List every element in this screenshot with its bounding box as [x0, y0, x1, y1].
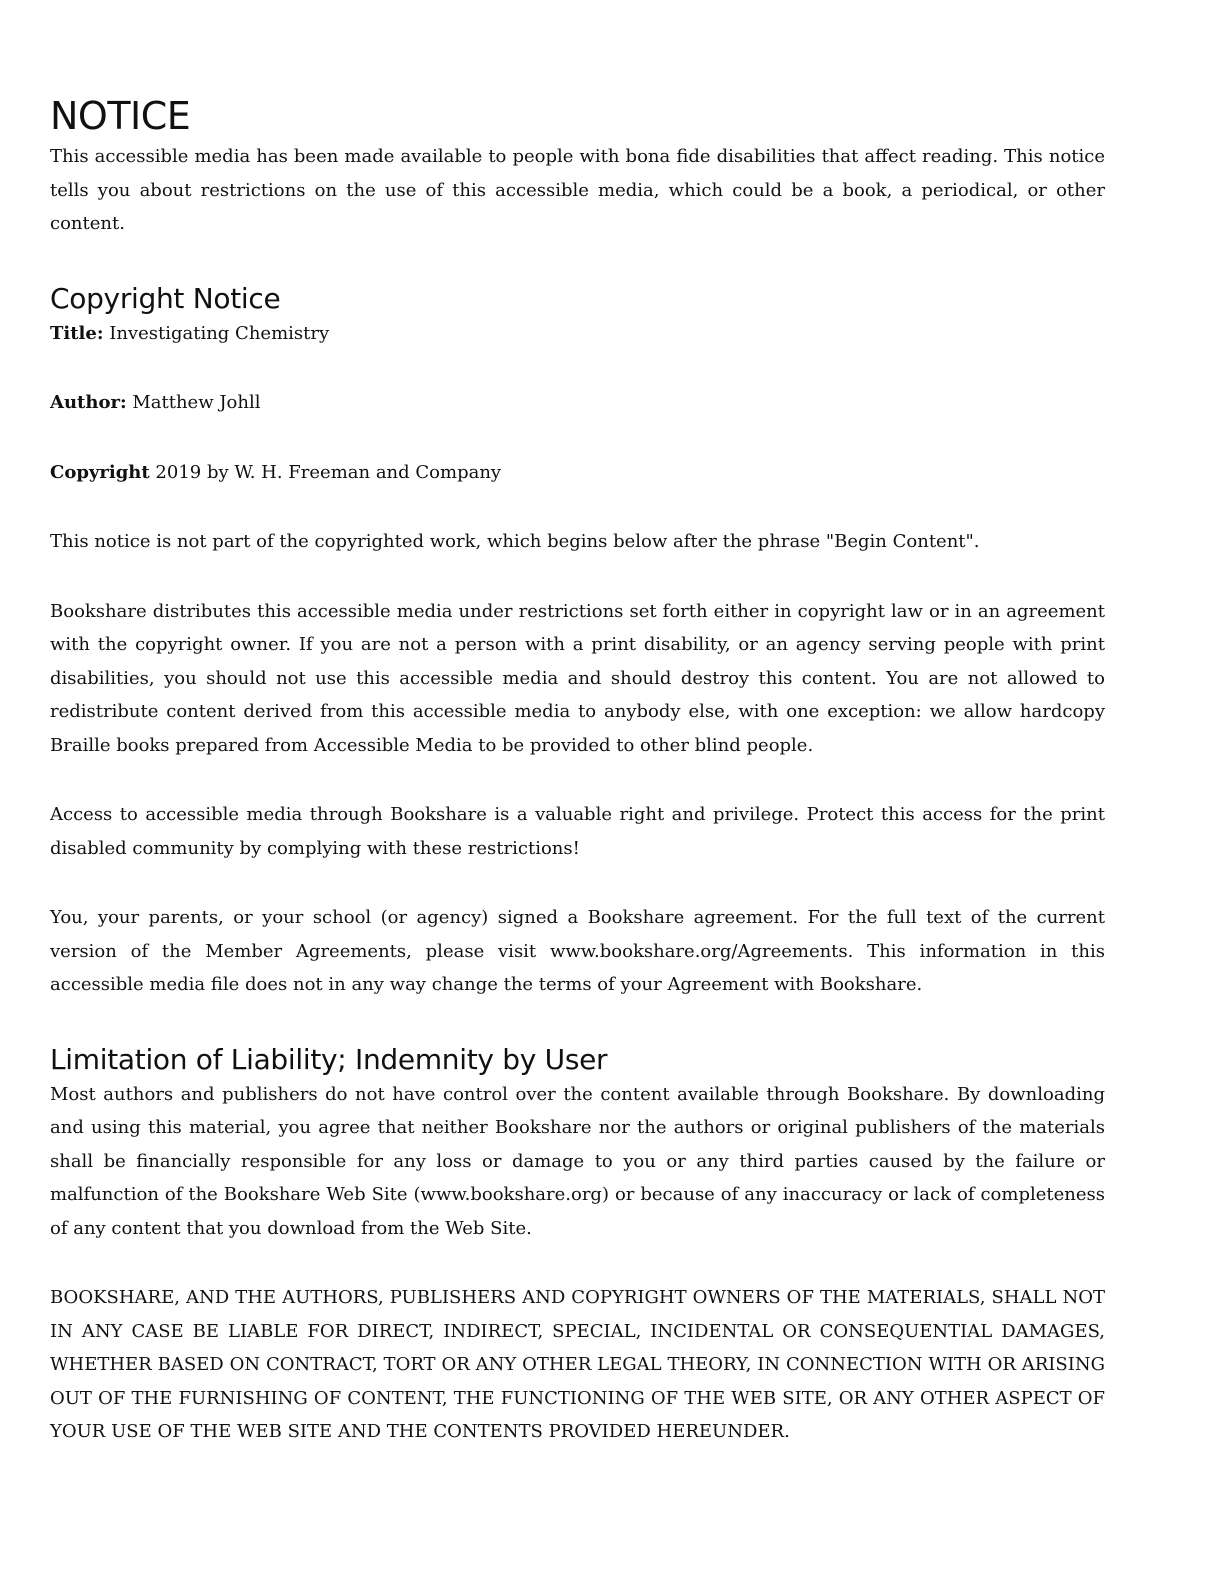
- title-field: [50, 317, 1105, 351]
- title-label: Title:: [50, 322, 104, 344]
- author-field: [50, 386, 1105, 420]
- title-value: Investigating Chemistry: [109, 322, 330, 344]
- notice-intro: This accessible media has been made available to people with bona fide disabilities that affect reading. This notice tells you about restrictions on the use of this accessible media, which could be a book, a periodical, or other content.: [50, 146, 1105, 234]
- copyright-value: 2019 by W. H. Freeman and Company: [155, 461, 502, 483]
- copyright-field: [50, 456, 1105, 490]
- notice-heading: NOTICE: [50, 94, 191, 138]
- not-part-paragraph: This notice is not part of the copyrighted work, which begins below after the phrase "Begin Content".: [50, 531, 980, 552]
- copyright-label: Copyright: [50, 461, 150, 483]
- liability-paragraph: Most authors and publishers do not have control over the content available through Bookshare. By downloading and using this material, you agree that neither Bookshare nor the authors or original publishers of the materials shall be financially responsible for any loss or damage to you or any third parties caused by the failure or malfunction of the Bookshare Web Site (www.bookshare.org) or because of any inaccuracy or lack of completeness of any content that you download from the Web Site.: [50, 1083, 1105, 1239]
- disclaimer-paragraph: BOOKSHARE, AND THE AUTHORS, PUBLISHERS AND COPYRIGHT OWNERS OF THE MATERIALS, SHALL NOT IN ANY CASE BE LIABLE FOR DIRECT, INDIRECT, SPECIAL, INCIDENTAL OR CONSEQUENTIAL DAMAGES, WHETHER BASED ON CONTRACT, TORT OR ANY OTHER LEGAL THEORY, IN CONNECTION WITH OR ARISING OUT OF THE FURNISHING OF CONTENT, THE FUNCTIONING OF THE WEB SITE, OR ANY OTHER ASPECT OF YOUR USE OF THE WEB SITE AND THE CONTENTS PROVIDED HEREUNDER.: [50, 1287, 1105, 1442]
- agreement-paragraph: You, your parents, or your school (or agency) signed a Bookshare agreement. For the full text of the current version of the Member Agreements, please visit www.bookshare.org/Agreements. This information in this accessible media file does not in any way change the terms of your Agreement with Bookshare.: [50, 907, 1105, 995]
- author-label: Author:: [50, 392, 127, 413]
- distribution-paragraph: Bookshare distributes this accessible media under restrictions set forth either in copyright law or in an agreement with the copyright owner. If you are not a person with a print disability, or an agency serving people with print disabilities, you should not use this accessible media and should destroy this content. You are not allowed to redistribute content derived from this accessible media to anybody else, with one exception: we allow hardcopy Braille books prepared from Accessible Media to be provided to other blind people.: [50, 600, 1105, 756]
- document-page: [50, 92, 1105, 1449]
- access-paragraph: Access to accessible media through Bookshare is a valuable right and privilege. Protect this access for the print disabled community by complying with these restrictions!: [50, 804, 1105, 859]
- copyright-notice-heading: Copyright Notice: [50, 281, 281, 315]
- liability-heading: Limitation of Liability; Indemnity by User: [50, 1042, 608, 1076]
- author-value: Matthew Johll: [132, 392, 261, 413]
